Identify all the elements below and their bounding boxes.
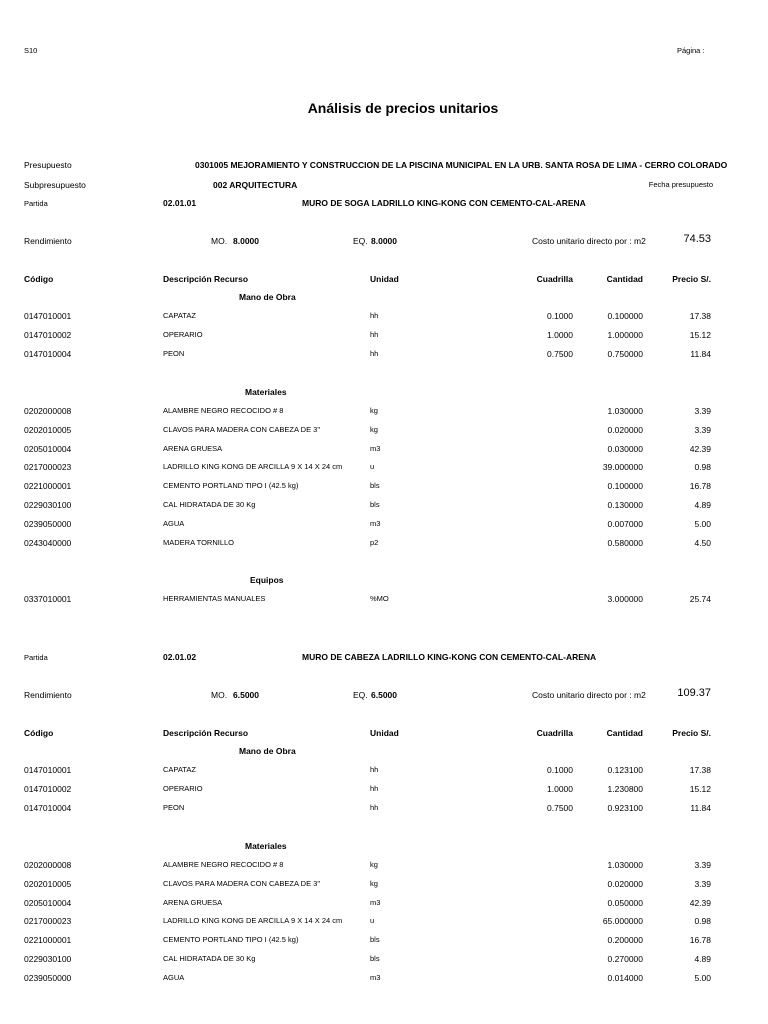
- row-precio: 11.84: [690, 348, 711, 359]
- row-unidad: p2: [370, 538, 379, 547]
- row-codigo: 0147010002: [24, 329, 72, 340]
- row-descripcion: CEMENTO PORTLAND TIPO I (42.5 kg): [163, 935, 299, 945]
- row-unidad: %MO: [370, 593, 389, 603]
- row-cuadrilla: 0.7500: [547, 802, 573, 813]
- row-cantidad: 1.030000: [607, 859, 643, 870]
- mo-label: MO.: [211, 690, 228, 700]
- row-descripcion: MADERA TORNILLO: [163, 538, 234, 547]
- col-cantidad: Cantidad: [606, 728, 643, 738]
- partida-name: MURO DE SOGA LADRILLO KING-KONG CON CEMENTO-CAL-ARENA: [302, 198, 586, 208]
- row-descripcion: CAPATAZ: [163, 311, 196, 320]
- row-codigo: 0147010001: [24, 311, 72, 321]
- row-unidad: kg: [370, 859, 378, 869]
- col-precio: Precio S/.: [672, 274, 711, 284]
- row-unidad: hh: [370, 311, 379, 320]
- row-precio: 0.98: [694, 462, 711, 473]
- row-codigo: 0202010005: [24, 878, 72, 889]
- row-unidad: hh: [370, 783, 379, 793]
- row-cantidad: 3.000000: [607, 593, 643, 604]
- row-unidad: bls: [370, 481, 380, 491]
- row-unidad: hh: [370, 348, 379, 358]
- col-cantidad: Cantidad: [606, 274, 643, 284]
- row-codigo: 0202010005: [24, 424, 72, 435]
- row-codigo: 0147010004: [24, 802, 72, 813]
- col-cuadrilla: Cuadrilla: [536, 728, 573, 738]
- row-descripcion: AGUA: [163, 519, 185, 529]
- row-codigo: 0202000008: [24, 859, 72, 870]
- row-precio: 4.89: [694, 954, 711, 965]
- partida-label: Partida: [24, 653, 48, 662]
- row-precio: 3.39: [694, 859, 711, 870]
- partida-code: 02.01.02: [163, 652, 197, 662]
- row-codigo: 0239050000: [24, 519, 72, 530]
- row-cantidad: 0.923100: [607, 802, 643, 813]
- row-codigo: 0243040000: [24, 538, 72, 548]
- partida-code: 02.01.01: [163, 198, 197, 208]
- costo-value: 109.37: [677, 687, 711, 699]
- row-unidad: hh: [370, 765, 379, 774]
- row-cantidad: 0.580000: [607, 538, 643, 548]
- row-cantidad: 0.200000: [607, 935, 643, 946]
- row-cantidad: 0.007000: [607, 519, 643, 530]
- row-descripcion: CAL HIDRATADA DE 30 Kg: [163, 954, 256, 964]
- mo-value: 6.5000: [233, 690, 259, 700]
- row-cantidad: 0.750000: [607, 348, 643, 359]
- row-descripcion: ARENA GRUESA: [163, 443, 223, 453]
- row-codigo: 0147010001: [24, 765, 72, 775]
- row-unidad: m3: [370, 897, 381, 907]
- row-unidad: hh: [370, 802, 379, 812]
- row-precio: 0.98: [694, 916, 711, 927]
- row-descripcion: OPERARIO: [163, 329, 203, 339]
- row-unidad: u: [370, 916, 375, 926]
- row-precio: 17.38: [689, 765, 711, 775]
- row-codigo: 0239050000: [24, 973, 72, 984]
- row-descripcion: CEMENTO PORTLAND TIPO I (42.5 kg): [163, 481, 299, 491]
- row-cantidad: 1.030000: [607, 405, 643, 416]
- presupuesto-value: 0301005 MEJORAMIENTO Y CONSTRUCCION DE LA PISCINA MUNICIPAL EN LA URB. SANTA ROSA DE LIMA - CERRO COLORADO: [195, 160, 728, 170]
- page-title: Análisis de precios unitarios: [307, 100, 499, 116]
- row-descripcion: ARENA GRUESA: [163, 897, 223, 907]
- row-precio: 15.12: [689, 329, 711, 340]
- row-descripcion: PEON: [163, 802, 185, 812]
- row-cuadrilla: 1.0000: [547, 783, 573, 794]
- section-materiales: Materiales: [245, 386, 287, 397]
- row-codigo: 0147010004: [24, 348, 72, 359]
- mo-value: 8.0000: [233, 236, 259, 246]
- row-descripcion: CAL HIDRATADA DE 30 Kg: [163, 500, 256, 510]
- rendimiento-label: Rendimiento: [24, 236, 72, 246]
- col-cuadrilla: Cuadrilla: [536, 274, 573, 284]
- row-cantidad: 0.100000: [607, 311, 643, 321]
- row-cantidad: 0.020000: [607, 878, 643, 889]
- partida-name: MURO DE CABEZA LADRILLO KING-KONG CON CEMENTO-CAL-ARENA: [302, 652, 597, 662]
- row-descripcion: ALAMBRE NEGRO RECOCIDO # 8: [163, 859, 284, 869]
- row-descripcion: ALAMBRE NEGRO RECOCIDO # 8: [163, 405, 284, 415]
- row-unidad: kg: [370, 405, 378, 415]
- row-unidad: bls: [370, 935, 380, 945]
- row-precio: 3.39: [694, 405, 711, 416]
- row-codigo: 0205010004: [24, 897, 72, 908]
- row-cantidad: 0.030000: [607, 443, 643, 454]
- col-unidad: Unidad: [370, 274, 399, 284]
- row-descripcion: LADRILLO KING KONG DE ARCILLA 9 X 14 X 24 cm: [163, 462, 343, 472]
- row-unidad: bls: [370, 954, 380, 964]
- row-codigo: 0221000001: [24, 481, 72, 492]
- row-codigo: 0202000008: [24, 405, 72, 416]
- row-cantidad: 0.130000: [607, 500, 643, 511]
- subpresupuesto-label: Subpresupuesto: [24, 180, 86, 190]
- section-mano-obra: Mano de Obra: [239, 292, 296, 302]
- row-descripcion: HERRAMIENTAS MANUALES: [163, 593, 266, 603]
- row-precio: 25.74: [689, 593, 711, 604]
- row-cantidad: 39.000000: [602, 462, 643, 473]
- row-descripcion: CLAVOS PARA MADERA CON CABEZA DE 3": [163, 424, 321, 434]
- col-codigo: Código: [24, 728, 54, 738]
- eq-label: EQ.: [353, 690, 368, 700]
- col-codigo: Código: [24, 274, 54, 284]
- row-cuadrilla: 1.0000: [547, 329, 573, 340]
- row-codigo: 0217000023: [24, 916, 72, 927]
- row-unidad: hh: [370, 329, 379, 339]
- row-precio: 3.39: [694, 424, 711, 435]
- row-cantidad: 0.100000: [607, 481, 643, 492]
- row-cantidad: 1.000000: [607, 329, 643, 340]
- row-codigo: 0205010004: [24, 443, 72, 454]
- eq-value: 6.5000: [371, 690, 397, 700]
- col-unidad: Unidad: [370, 728, 399, 738]
- row-precio: 15.12: [689, 783, 711, 794]
- row-cantidad: 0.014000: [607, 973, 643, 984]
- row-descripcion: OPERARIO: [163, 783, 203, 793]
- row-cantidad: 1.230800: [607, 783, 643, 794]
- row-unidad: m3: [370, 519, 381, 529]
- row-unidad: u: [370, 462, 375, 472]
- eq-label: EQ.: [353, 236, 368, 246]
- row-codigo: 0221000001: [24, 935, 72, 946]
- row-codigo: 0337010001: [24, 593, 72, 604]
- row-cantidad: 0.020000: [607, 424, 643, 435]
- presupuesto-label: Presupuesto: [24, 160, 72, 170]
- row-codigo: 0229030100: [24, 954, 72, 965]
- row-precio: 42.39: [689, 897, 711, 908]
- row-unidad: m3: [370, 443, 381, 453]
- costo-label: Costo unitario directo por : m2: [532, 690, 646, 700]
- col-descripcion: Descripción Recurso: [163, 274, 249, 284]
- row-precio: 5.00: [694, 973, 711, 984]
- row-cantidad: 0.270000: [607, 954, 643, 965]
- row-unidad: bls: [370, 500, 380, 510]
- row-precio: 16.78: [689, 935, 711, 946]
- eq-value: 8.0000: [371, 236, 397, 246]
- row-precio: 17.38: [689, 311, 711, 321]
- row-cantidad: 65.000000: [602, 916, 643, 927]
- section-mano-obra: Mano de Obra: [239, 746, 296, 756]
- row-precio: 4.50: [694, 538, 711, 548]
- row-unidad: kg: [370, 878, 378, 888]
- row-descripcion: LADRILLO KING KONG DE ARCILLA 9 X 14 X 24 cm: [163, 916, 343, 926]
- row-precio: 4.89: [694, 500, 711, 511]
- row-cantidad: 0.123100: [607, 765, 643, 775]
- costo-label: Costo unitario directo por : m2: [532, 236, 646, 246]
- row-descripcion: AGUA: [163, 973, 185, 983]
- row-cuadrilla: 0.1000: [547, 311, 573, 321]
- row-precio: 42.39: [689, 443, 711, 454]
- row-precio: 11.84: [690, 802, 711, 813]
- row-precio: 3.39: [694, 878, 711, 889]
- row-descripcion: PEON: [163, 348, 185, 358]
- section-materiales: Materiales: [245, 840, 287, 851]
- row-cuadrilla: 0.1000: [547, 765, 573, 775]
- row-unidad: kg: [370, 424, 378, 434]
- subpresupuesto-value: 002 ARQUITECTURA: [213, 180, 298, 190]
- row-precio: 16.78: [689, 481, 711, 492]
- col-descripcion: Descripción Recurso: [163, 728, 249, 738]
- pagina-label: Página :: [677, 46, 705, 55]
- row-descripcion: CLAVOS PARA MADERA CON CABEZA DE 3": [163, 878, 321, 888]
- row-cuadrilla: 0.7500: [547, 348, 573, 359]
- col-precio: Precio S/.: [672, 728, 711, 738]
- fecha-presupuesto-label: Fecha presupuesto: [648, 180, 713, 189]
- costo-value: 74.53: [683, 233, 711, 245]
- row-unidad: m3: [370, 973, 381, 983]
- s10-label: S10: [24, 46, 38, 55]
- section-equipos: Equipos: [250, 574, 284, 585]
- partida-label: Partida: [24, 199, 48, 208]
- row-codigo: 0229030100: [24, 500, 72, 511]
- row-precio: 5.00: [694, 519, 711, 530]
- rendimiento-label: Rendimiento: [24, 690, 72, 700]
- mo-label: MO.: [211, 236, 228, 246]
- row-cantidad: 0.050000: [607, 897, 643, 908]
- row-descripcion: CAPATAZ: [163, 765, 196, 774]
- row-codigo: 0147010002: [24, 783, 72, 794]
- row-codigo: 0217000023: [24, 462, 72, 473]
